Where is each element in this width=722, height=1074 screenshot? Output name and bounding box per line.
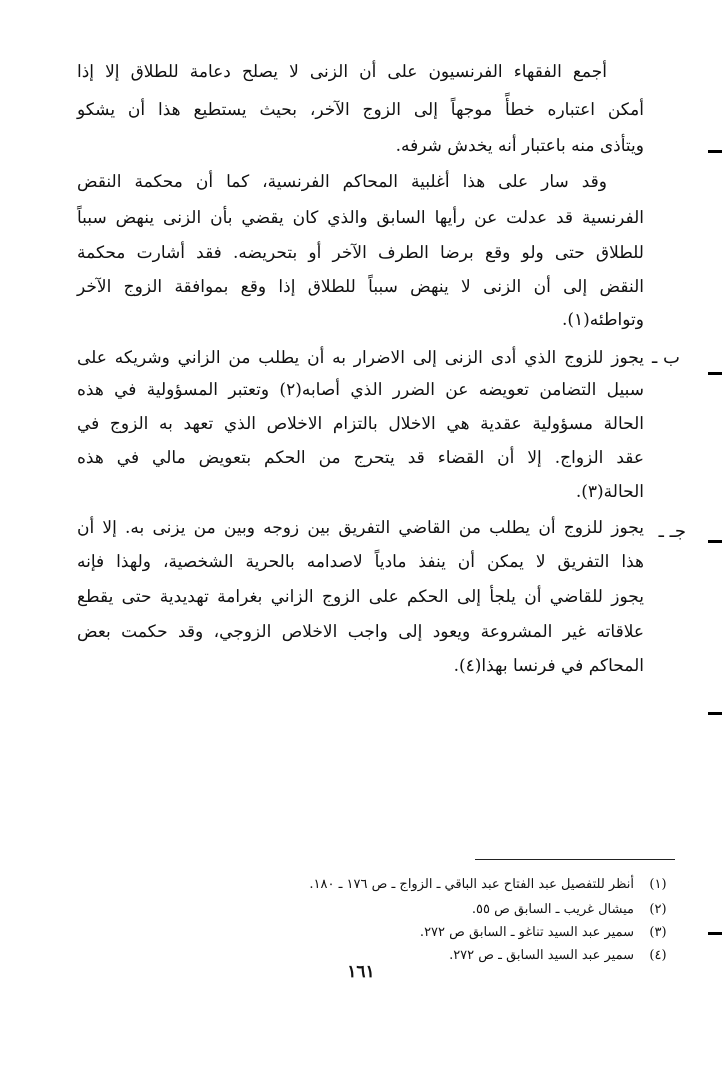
footnote-number: (٢) — [649, 902, 667, 917]
paragraph-line: يجوز للزوج أن يطلب من القاضي التفريق بين زوجه وبين من يزنى به. إلا أن — [77, 518, 644, 538]
footnote-separator — [475, 859, 675, 860]
paragraph-line: الفرنسية قد عدلت عن رأيها السابق والذي كان يقضي بأن الزنى ينهض سبباً — [77, 208, 644, 228]
footnote-text: أنظر للتفصيل عبد الفتاح عبد الباقي ـ الزواج ـ ص ١٧٦ ـ ١٨٠. — [309, 877, 634, 892]
footnote-number: (٣) — [649, 925, 667, 940]
paragraph-line: الحالة(٣). — [575, 482, 644, 502]
paragraph-line: علاقاته غير المشروعة ويعود إلى واجب الاخلاص الزوجي، وقد حكمت بعض — [77, 622, 644, 642]
list-marker: جـ ـ — [658, 521, 686, 542]
footnote-number: (١) — [649, 877, 667, 892]
paragraph-line: ويتأذى منه باعتبار أنه يخدش شرفه. — [395, 136, 644, 156]
paragraph-line: وتواطئه(١). — [561, 310, 644, 330]
paragraph-line: عقد الزواج. إلا أن القضاء قد يتحرج من الحكم بتعويض مالي في هذه — [77, 448, 644, 468]
scan-edge-mark — [708, 150, 722, 153]
footnote-text: ميشال غريب ـ السابق ص ٥٥. — [471, 902, 634, 917]
paragraph-line: يجوز للقاضي أن يلجأ إلى الحكم على الزوج الزاني بغرامة تهديدية حتى يقطع — [77, 587, 644, 607]
paragraph-line: هذا التفريق لا يمكن أن ينفذ مادياً لاصدامه بالحرية الشخصية، ولهذا فإنه — [77, 552, 644, 572]
paragraph-line: الحالة مسؤولية عقدية هي الاخلال بالتزام الاخلاص الذي تعهد به الزوج في — [77, 414, 644, 434]
paragraph-line: أجمع الفقهاء الفرنسيون على أن الزنى لا يصلح دعامة للطلاق إلا إذا — [77, 62, 607, 82]
footnote-number: (٤) — [649, 948, 667, 963]
scan-edge-mark — [708, 372, 722, 375]
paragraph-line: وقد سار على هذا أغلبية المحاكم الفرنسية، كما أن محكمة النقض — [77, 172, 607, 192]
paragraph-line: المحاكم في فرنسا بهذا(٤). — [453, 656, 644, 676]
scan-edge-mark — [708, 932, 722, 935]
scan-edge-mark — [708, 540, 722, 543]
footnote-text: سمير عبد السيد تناغو ـ السابق ص ٢٧٢. — [419, 925, 634, 940]
scan-edge-mark — [708, 712, 722, 715]
page-number: ١٦١ — [347, 962, 375, 982]
paragraph-line: أمكن اعتباره خطأً موجهاً إلى الزوج الآخر، بحيث يستطيع هذا أن يشكو — [77, 100, 644, 120]
paragraph-line: للطلاق حتى ولو وقع برضا الطرف الآخر أو بتحريضه. فقد أشارت محكمة — [77, 243, 644, 263]
footnote-text: سمير عبد السيد السابق ـ ص ٢٧٢. — [449, 948, 634, 963]
paragraph-line: النقض إلى أن الزنى لا ينهض سبباً للطلاق إذا وقع بموافقة الزوج الآخر — [77, 277, 644, 297]
list-marker: ب ـ — [652, 347, 680, 368]
paragraph-line: سبيل التضامن تعويضه عن الضرر الذي أصابه(٢) وتعتبر المسؤولية في هذه — [77, 380, 645, 400]
paragraph-line: يجوز للزوج الذي أدى الزنى إلى الاضرار به أن يطلب من الزاني وشريكه على — [77, 348, 644, 368]
